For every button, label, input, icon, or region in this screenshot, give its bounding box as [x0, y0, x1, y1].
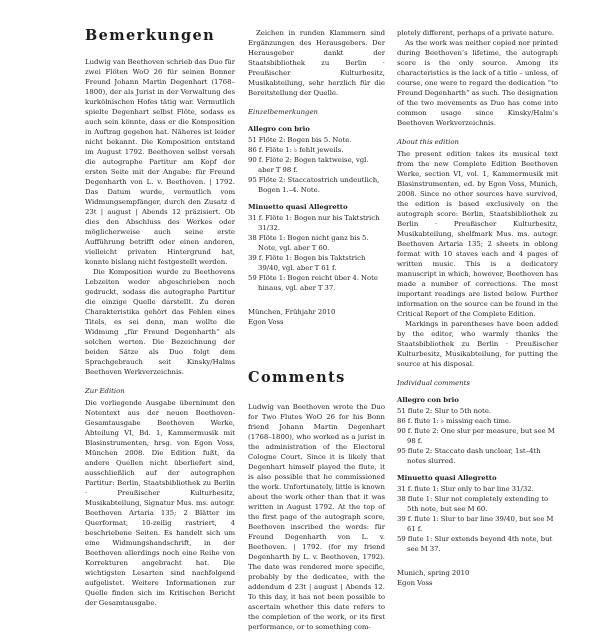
english-author: Egon Voss	[397, 579, 433, 587]
einzelbemerkungen-heading: Einzelbemerkungen	[248, 108, 318, 116]
zur-edition-heading: Zur Edition	[85, 387, 125, 395]
german-place-date: München, Frühjahr 2010	[248, 308, 336, 316]
english-comment-item: 31 f. flute 1: Slur only to bar line 31/32.	[397, 485, 534, 493]
german-comment-item: 39 f. Flöte 1: Bogen bis Taktstrich 39/40, vgl. aber T 61 f.	[248, 254, 366, 272]
english-source-paragraph: As the work was neither copied nor printed during Beethoven’s lifetime, the autograph score is the only source. Among its characteristics is the lack of a title – unless, of course, one were to regard the dedication “to Freund Degenharth” as such. The designation of the two movements as Duo has come into common usage since Kinsky/Halm’s Beethoven Werkverzeichnis.	[397, 39, 558, 127]
english-comment-item: 95 flute 2: Staccato dash unclear, 1st–4th notes slurred.	[397, 447, 541, 465]
about-this-edition-heading: About this edition	[397, 138, 459, 146]
german-colophon	[248, 307, 385, 327]
english-comment-item: 86 f. flute 1: ♭ missing each time.	[397, 417, 512, 425]
english-movement1-heading: Allegro con brio	[397, 396, 459, 404]
german-comment-item: 86 f. Flöte 1: ♭ fehlt jeweils.	[248, 146, 344, 154]
english-comment-item: 38 flute 1: Slur not completely extending to 5th note, but see M 60.	[397, 495, 549, 513]
german-movement2-heading: Minuetto quasi Allegretto	[248, 203, 348, 211]
german-source-paragraph: Die Komposition wurde zu Beethovens Lebzeiten weder abgeschrieben noch gedruckt, sodass die autographe Partitur die einzige Quelle darstellt. Zu deren Charakteristika gehört das Fehlen eines Titels, es sei denn, man wollte die Widmung „für Freund Degenharth“ als solchen werten. Die Bezeichnung der beiden Sätze als Duo folgt dem Sprachgebrauch seit Kinsky/Halms Beethoven Werkverzeichnis.	[85, 268, 235, 376]
english-origin-paragraph: Ludwig van Beethoven wrote the Duo for Two Flutes WoO 26 for his Bonn friend Johann Martin Degenhart (1768–1800), who worked as a jurist in the administration of the Electoral Cologne Court. Since it is likely that Degenhart himself played the flute, it is also possible that he commissioned the work. Unfortunately, little is known about the work other than that it was written in August 1792. At the top of the first page of the autograph score, Beethoven inscribed the words: für Freund Degenharth von L. v. Beethoven. | 1792. (for my friend Degenharth by L. v. Beethoven, 1792). The date was rendered more specific, probably by the dedicatee, with the addendum d 23t | august | Abends 12. To this day, it has not been possible to ascertain whether this date refers to the completion of the work, or its first performance, or to something com-	[248, 403, 385, 631]
german-origin-paragraph: Ludwig van Beethoven schrieb das Duo für zwei Flöten WoO 26 für seinen Bonner Freund Johann Martin Degenhart (1768–1800), der als Jurist in der Verwaltung des kurkölnischen Hofes tätig war. Vermutlich spielte Degenhart selbst Flöte, sodass es auch sein könnte, dass er die Komposition in Auftrag gegeben hat. Näheres ist leider nicht bekannt. Die Komposition entstand im August 1792. Beethoven selbst versah die autographe Partitur am Kopf der ersten Seite mit der Angabe: für Freund Degenharth von L. v. Beethoven. | 1792. Das Datum wurde, vermutlich vom Widmungsempfänger, durch den Zusatz d 23t | august | Abends 12 präzisiert. Ob dies den Abschluss des Werkes oder möglicherweise auch seine erste Aufführung betrifft oder einen anderen, vielleicht privaten Hintergrund hat, konnte bislang nicht festgestellt werden.	[85, 58, 235, 266]
english-colophon	[397, 568, 558, 588]
english-comment-item: 59 flute 1: Slur extends beyond 4th note, but see M 37.	[397, 535, 553, 553]
german-comment-item: 95 Flöte 2: Staccatostrich undeutlich, Bogen 1.–4. Note.	[248, 176, 380, 194]
german-comment-item: 31 f. Flöte 1: Bogen nur bis Taktstrich 31/32.	[248, 214, 380, 232]
comments-title: Comments	[248, 369, 346, 386]
column-english-comments	[397, 28, 558, 600]
english-movement2-heading: Minuetto quasi Allegretto	[397, 474, 497, 482]
german-comment-item: 90 f. Flöte 2: Bogen taktweise, vgl. aber T 98 f.	[248, 156, 369, 174]
english-comment-item: 51 flute 2: Slur to 5th note.	[397, 407, 492, 415]
german-author: Egon Voss	[248, 318, 284, 326]
english-edition-paragraph: The present edition takes its musical text from the new Complete Edition Beethoven Werke, section VI, vol. 1, Kammermusik mit Blasinstrumenten, ed. by Egon Voss, Munich, 2008. Since no other sources have survived, the edition is based exclusively on the autograph score: Berlin, Staatsbibliothek zu Berlin · Preußischer Kulturbesitz, Musikabteilung, shelfmark Mus. ms. autogr. Beethoven Artaria 135; 2 sheets in oblong format with 10 staves each and 4 pages of written music. This is a dedicatory manuscript in which, however, Beethoven has made a number of corrections. The most important readings are listed below. Further information on the source can be found in the Critical Report of the Complete Edition.	[397, 150, 558, 318]
german-edition-paragraph: Die vorliegende Ausgabe übernimmt den Notentext aus der neuen Beethoven-Gesamtausgabe Beethoven Werke, Abteilung VI, Bd. 1, Kammermusik mit Blasinstrumenten, hrsg. von Egon Voss, München 2008. Die Edition fußt, da andere Quellen nicht überliefert sind, ausschließlich auf der autographen Partitur: Berlin, Staatsbibliothek zu Berlin · Preußischer Kulturbesitz, Musikabteilung, Signatur Mus. ms. autogr. Beethoven Artaria 135; 2 Blätter im Querformat, 10-zeilig rastriert, 4 beschriebene Seiten. Es handelt sich um eine Widmungshandschrift, in der Beethoven allerdings noch eine Reihe von Korrekturen angebracht hat. Die wichtigsten Lesarten sind nachfolgend aufgelistet. Weitere Informationen zur Quelle finden sich im Kritischen Bericht der Gesamtausgabe.	[85, 399, 235, 607]
english-place-date: Munich, spring 2010	[397, 569, 470, 577]
bemerkungen-title: Bemerkungen	[85, 27, 216, 44]
individual-comments-heading: Individual comments	[397, 379, 470, 387]
english-comment-item: 39 f. flute 1: Slur to bar line 39/40, but see M 61 f.	[397, 515, 554, 533]
column-german-remarks	[85, 27, 235, 607]
german-movement1-heading: Allegro con brio	[248, 125, 310, 133]
german-editor-thanks-paragraph: Zeichen in runden Klammern sind Ergänzungen des Herausgebers. Der Herausgeber dankt der Staatsbibliothek zu Berlin · Preußischer Kulturbesitz, Musikabteilung, sehr herzlich für die Bereitstellung der Quelle.	[248, 29, 385, 97]
english-comment-item: 90 f. flute 2: One slur per measure, but see M 98 f.	[397, 427, 555, 445]
english-editor-thanks-paragraph: Markings in parentheses have been added by the editor, who warmly thanks the Staatsbibliothek zu Berlin · Preußischer Kulturbesitz, Musikabteilung, for putting the source at his disposal.	[397, 320, 558, 368]
german-comment-item: 59 Flöte 1: Bogen reicht über 4. Note hinaus, vgl. aber T 37.	[248, 274, 378, 292]
german-comment-item: 38 Flöte 1: Bogen nicht ganz bis 5. Note, vgl. aber T 60.	[248, 234, 369, 252]
column-middle	[248, 28, 385, 631]
english-origin-continued-paragraph: pletely different, perhaps of a private nature.	[397, 29, 555, 37]
german-comment-item: 51 Flöte 2: Bogen bis 5. Note.	[248, 136, 352, 144]
